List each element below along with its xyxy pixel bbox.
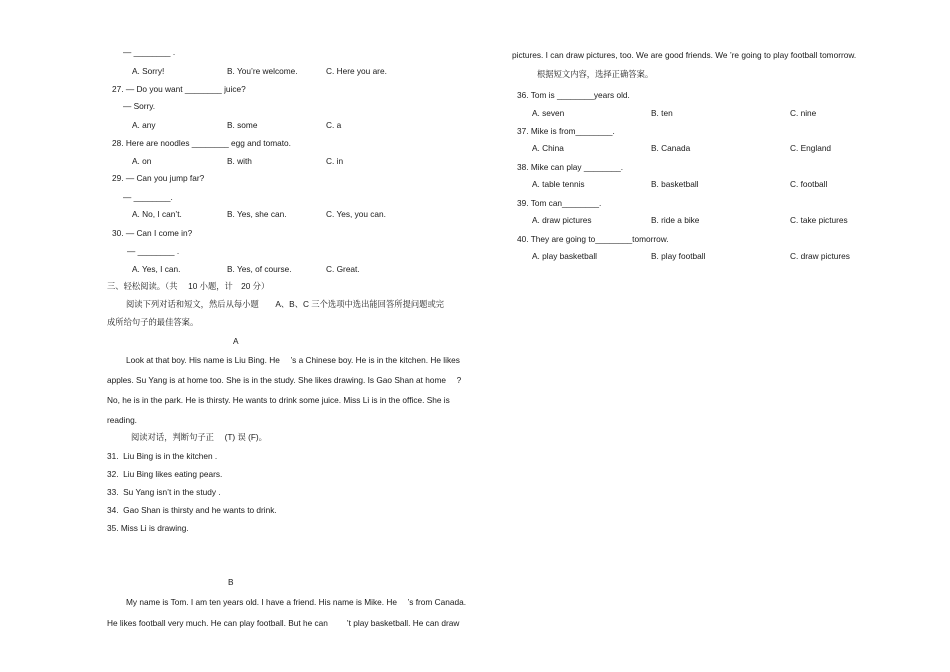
q27-option-a: A. any xyxy=(132,120,156,130)
question-37: 37. Mike is from________. xyxy=(517,126,615,136)
passage-b-heading: B xyxy=(228,577,234,587)
q40-option-b: B. play football xyxy=(651,251,706,261)
q38-option-a: A. table tennis xyxy=(532,179,585,189)
question-38: 38. Mike can play ________. xyxy=(517,162,624,172)
passage-b-line-1: My name is Tom. I am ten years old. I have a friend. His name is Mike. He ’s from Canada. xyxy=(126,597,466,607)
q26-option-a: A. Sorry! xyxy=(132,66,165,76)
q29-question: 29. — Can you jump far? xyxy=(112,173,205,183)
q29-option-a: A. No, I can’t. xyxy=(132,209,182,219)
section-3-instruction-line-2: 成所给句子的最佳答案。 xyxy=(107,317,199,327)
q36-option-b: B. ten xyxy=(651,108,673,118)
judge-item-35: 35. Miss Li is drawing. xyxy=(107,523,189,533)
q37-option-c: C. England xyxy=(790,143,832,153)
passage-a-line-3: No, he is in the park. He is thirsty. He wants to drink some juice. Miss Li is in the office. She is xyxy=(107,395,450,405)
question-39: 39. Tom can________. xyxy=(517,198,602,208)
judge-item-34: 34. Gao Shan is thirsty and he wants to drink. xyxy=(107,505,277,515)
q40-option-a: A. play basketball xyxy=(532,251,598,261)
q37-option-a: A. China xyxy=(532,143,564,153)
q39-option-c: C. take pictures xyxy=(790,215,848,225)
q30-reply: — ________ . xyxy=(127,246,180,256)
passage-b-instruction: 根据短文内容，选择正确答案。 xyxy=(537,69,654,79)
section-3-heading: 三、轻松阅读。（共 10 小题，计 20 分） xyxy=(107,281,270,291)
judge-item-31: 31. Liu Bing is in the kitchen . xyxy=(107,451,218,461)
q38-option-c: C. football xyxy=(790,179,828,189)
q28-option-c: C. in xyxy=(326,156,344,166)
q29-option-c: C. Yes, you can. xyxy=(326,209,386,219)
passage-a-line-4: reading. xyxy=(107,415,137,425)
judge-item-33: 33. Su Yang isn’t in the study . xyxy=(107,487,221,497)
passage-b-continuation: pictures. I can draw pictures, too. We are good friends. We ’re going to play football tomorrow. xyxy=(512,50,857,60)
passage-a-judge-instruction: 阅读对话，判断句子正 (T) 误 (F)。 xyxy=(131,432,267,442)
question-36: 36. Tom is ________years old. xyxy=(517,90,630,100)
q28-option-b: B. with xyxy=(227,156,252,166)
passage-a-heading: A xyxy=(233,336,239,346)
q27-question: 27. — Do you want ________ juice? xyxy=(112,84,246,94)
q26-option-b: B. You’re welcome. xyxy=(227,66,298,76)
q27-option-b: B. some xyxy=(227,120,258,130)
q28-option-a: A. on xyxy=(132,156,152,166)
section-3-instruction-line-1: 阅读下列对话和短文，然后从每小题 A、B、C 三个选项中选出能回答所提问题或完 xyxy=(126,299,445,309)
q30-option-a: A. Yes, I can. xyxy=(132,264,181,274)
q39-option-b: B. ride a bike xyxy=(651,215,700,225)
passage-a-line-1: Look at that boy. His name is Liu Bing. He ’s a Chinese boy. He is in the kitchen. He likes xyxy=(126,355,460,365)
q30-option-b: B. Yes, of course. xyxy=(227,264,292,274)
q30-option-c: C. Great. xyxy=(326,264,360,274)
q26-prompt: — ________ . xyxy=(123,47,176,57)
q27-option-c: C. a xyxy=(326,120,342,130)
question-40: 40. They are going to________tomorrow. xyxy=(517,234,669,244)
q36-option-c: C. nine xyxy=(790,108,817,118)
q40-option-c: C. draw pictures xyxy=(790,251,850,261)
q37-option-b: B. Canada xyxy=(651,143,691,153)
passage-a-line-2: apples. Su Yang is at home too. She is in the study. She likes drawing. Is Gao Shan at home ? xyxy=(107,375,462,385)
q28-question: 28. Here are noodles ________ egg and tomato. xyxy=(112,138,291,148)
judge-item-32: 32. Liu Bing likes eating pears. xyxy=(107,469,223,479)
q30-question: 30. — Can I come in? xyxy=(112,228,193,238)
q38-option-b: B. basketball xyxy=(651,179,699,189)
q27-reply: — Sorry. xyxy=(123,101,156,111)
q29-reply: — ________. xyxy=(123,192,173,202)
q36-option-a: A. seven xyxy=(532,108,565,118)
q26-option-c: C. Here you are. xyxy=(326,66,387,76)
q29-option-b: B. Yes, she can. xyxy=(227,209,287,219)
q39-option-a: A. draw pictures xyxy=(532,215,592,225)
passage-b-line-2: He likes football very much. He can play football. But he can ’t play basketball. He can draw xyxy=(107,618,460,628)
